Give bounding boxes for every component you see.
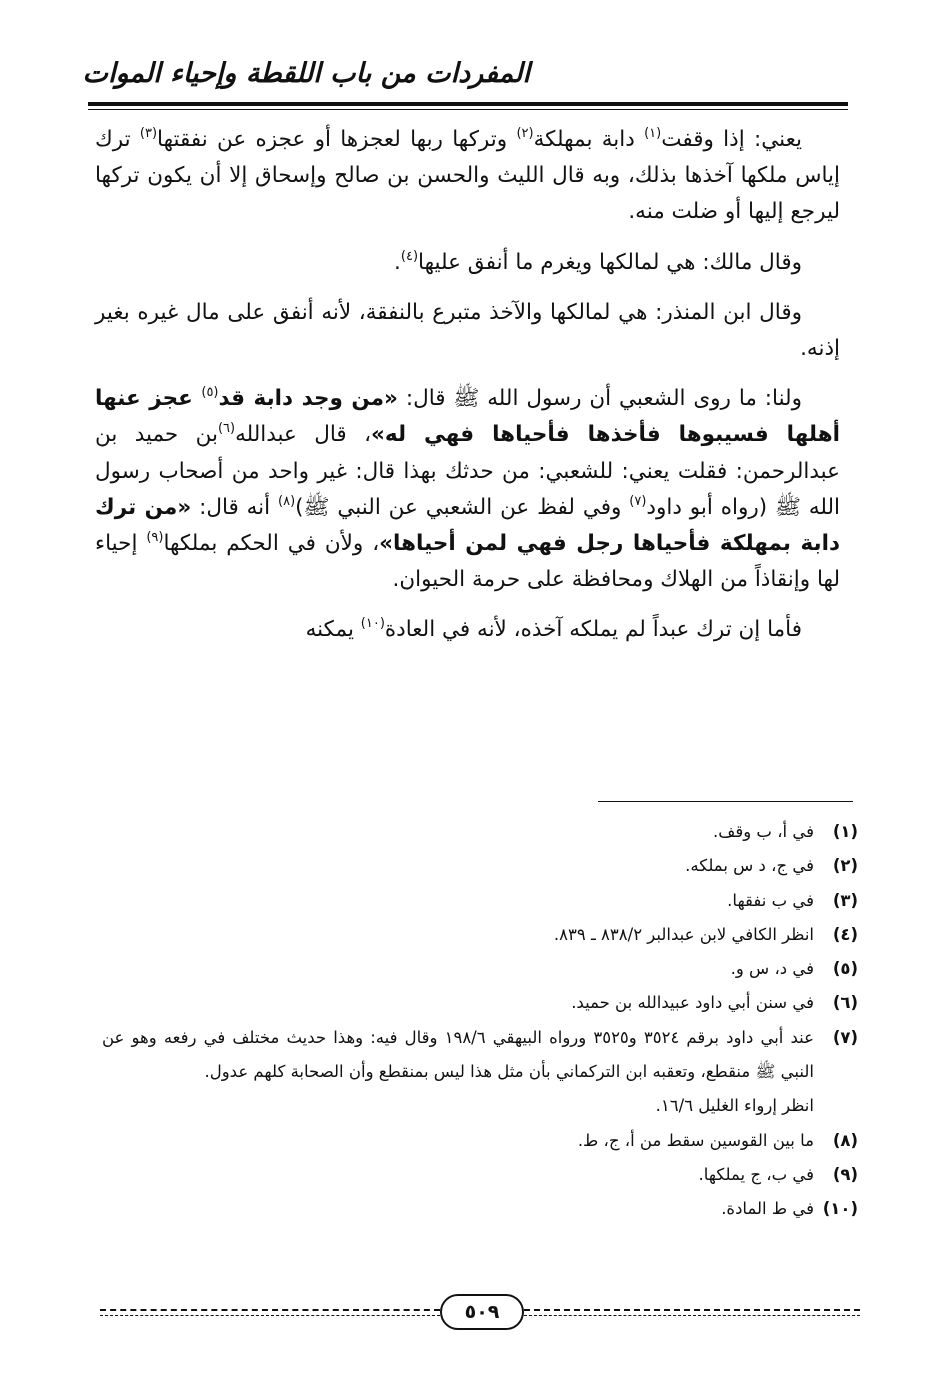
text-run: . <box>394 249 401 275</box>
footnote-text: عند أبي داود برقم ٣٥٢٤ و٣٥٢٥ ورواه البيهقي ١٩٨/٦ وقال فيه: وهذا حديث مختلف في رفعه وهو عن النبي ﷺ منقطع، وتعقبه ابن التركماني بأن مثل هذا ليس بمنقطع وأن الصحابة كلهم عدول. <box>102 1027 814 1082</box>
text-run: دابة بمهلكة <box>533 127 645 152</box>
footnote-number: (٤) <box>832 924 858 944</box>
text-run: ، ولأن في الحكم بملكها <box>163 531 380 557</box>
text-run: فأما إن ترك عبداً لم يملكه آخذه، لأنه في العادة <box>384 617 802 643</box>
footnote-item <box>102 1124 858 1158</box>
footnote-text: في ب، ج يملكها. <box>698 1164 814 1184</box>
hadith-quote: «من ترك دابة بمهلكة فأحياها رجل فهي لمن أحياها» <box>95 494 841 557</box>
paragraph-2 <box>95 245 840 281</box>
paragraph-4 <box>95 381 840 598</box>
footnote-text: ما بين القوسين سقط من أ، ج، ط. <box>577 1130 814 1150</box>
paragraph-3 <box>95 295 840 367</box>
footnote-ref: (١) <box>644 126 662 141</box>
footnotes <box>102 815 858 1227</box>
footnote-text: في سنن أبي داود عبيدالله بن حميد. <box>571 993 814 1013</box>
footnote-number: (٢) <box>832 856 858 876</box>
footnote-item <box>102 884 858 918</box>
text-run: ترك إياس ملكها آخذها بذلك، وبه قال الليث والحسن بن صالح وإسحاق إلا أن يكون تركها ليرجع إليها أو ضلت منه. <box>95 127 840 225</box>
footnote-text: في د، س و. <box>730 959 814 979</box>
hadith-quote: عجز عنها أهلها فسيبوها فأخذها فأحياها فهي له» <box>95 386 840 448</box>
text-run: وتركها ربها لعجزها أو عجزه عن نفقتها <box>157 127 517 152</box>
footnote-number: (٦) <box>832 993 858 1013</box>
footnote-item <box>102 986 858 1020</box>
footnote-separator <box>598 801 853 802</box>
header-rule-thin <box>88 109 848 110</box>
footnote-ref: (٧) <box>629 493 647 509</box>
footnote-ref: (٣) <box>139 126 158 141</box>
footnote-item <box>102 815 858 849</box>
text-run: وقال ابن المنذر: هي لمالكها والآخذ متبرع بالنفقة، لأنه أنفق على مال غيره بغير إذنه. <box>95 299 840 362</box>
footnote-text: في أ، ب وقف. <box>713 822 814 841</box>
hadith-quote: «من وجد دابة قد <box>218 386 398 412</box>
footnote-text: في ط المادة. <box>721 1199 814 1219</box>
footnote-item <box>102 1021 858 1124</box>
footnote-item <box>102 918 858 952</box>
footnote-number: (٣) <box>832 890 858 910</box>
footnote-ref: (٨) <box>278 493 296 509</box>
footer-dash-right-thin <box>524 1315 860 1316</box>
footnote-text-block <box>102 1021 814 1124</box>
footnote-ref: (٥) <box>201 385 219 401</box>
page-number: ٥٠٩ <box>440 1294 524 1330</box>
paragraph-5 <box>95 612 840 648</box>
footnote-number: (٨) <box>832 1130 858 1150</box>
text-run: إحياء لها وإنقاذاً من الهلاك ومحافظة على حرمة الحيوان. <box>95 531 840 593</box>
running-header-title: المفردات من باب اللقطة وإحياء الموات <box>82 58 530 89</box>
page-footer <box>100 1294 860 1328</box>
footnote-number: (١) <box>832 822 858 841</box>
footnote-number: (٥) <box>832 959 858 979</box>
main-text <box>95 122 840 663</box>
text-run: أنه قال: <box>191 494 278 520</box>
footnote-item <box>102 849 858 883</box>
footnote-ref: (٢) <box>516 126 534 141</box>
text-run: ولنا: ما روى الشعبي أن رسول الله ﷺ قال: <box>397 386 802 412</box>
paragraph-1 <box>95 122 840 231</box>
footnote-text: في ج، د س بملكه. <box>685 856 814 876</box>
footnote-reference-line: انظر إرواء الغليل ١٦/٦. <box>655 1096 814 1116</box>
footnote-ref: (٤) <box>400 248 419 264</box>
text-run: يمكنه <box>305 617 361 643</box>
footer-dash-left-thin <box>100 1315 440 1316</box>
header-rule-thick <box>88 102 848 106</box>
footnote-item <box>102 1192 858 1226</box>
footnote-ref: (٦) <box>217 421 236 437</box>
footnote-text: في ب نفقها. <box>727 890 814 910</box>
text-run: ، قال عبدالله <box>235 422 372 448</box>
footnote-number: (١٠) <box>822 1199 858 1219</box>
footnote-ref: (١٠) <box>360 616 385 632</box>
text-run: وقال مالك: هي لمالكها ويغرم ما أنفق عليها <box>418 249 802 275</box>
text-run: وفي لفظ عن الشعبي عن النبي ﷺ) <box>295 494 630 520</box>
footnote-text: انظر الكافي لابن عبدالبر ٨٣٨/٢ ـ ٨٣٩. <box>553 924 814 944</box>
text-run: يعني: إذا وقفت <box>661 127 802 152</box>
footnote-number: (٩) <box>832 1164 858 1184</box>
footnote-ref: (٩) <box>146 530 164 546</box>
footnote-item <box>102 1158 858 1192</box>
footer-dash-left <box>100 1309 440 1311</box>
text-run: بن حميد بن عبدالرحمن: فقلت يعني: للشعبي: من حدثك بهذا قال: غير واحد من أصحاب رسول الله ﷺ (رواه أبو داود <box>95 422 840 520</box>
footnote-number: (٧) <box>832 1027 858 1047</box>
footnote-item <box>102 952 858 986</box>
footer-dash-right <box>524 1309 860 1311</box>
